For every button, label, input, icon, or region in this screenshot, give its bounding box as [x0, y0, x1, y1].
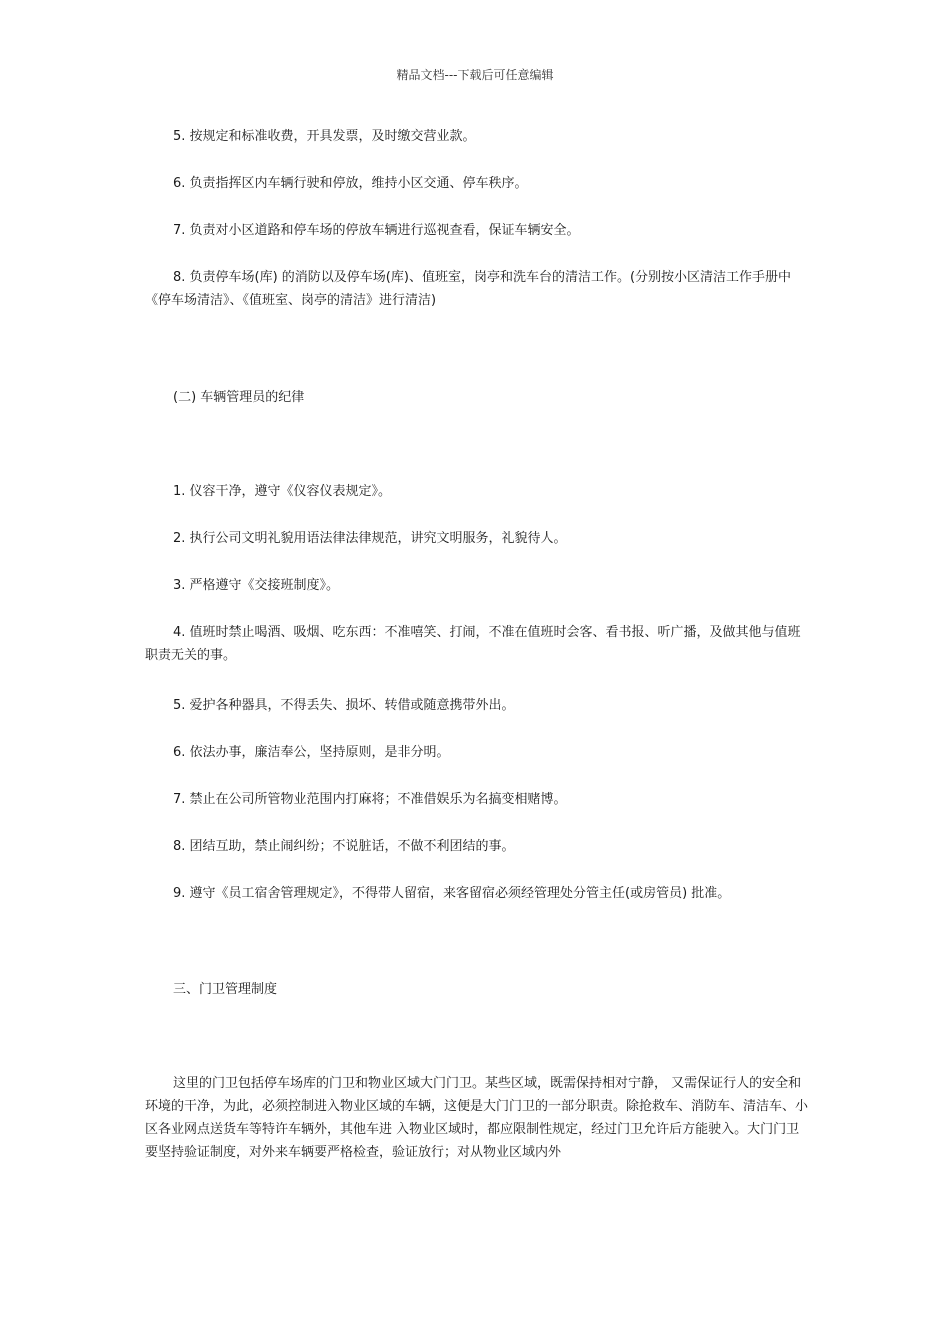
section-3-heading: 三、门卫管理制度: [173, 982, 278, 997]
page-header: 精品文档---下载后可任意编辑: [396, 68, 554, 82]
discipline-item-6: 6. 依法办事，廉洁奉公，坚持原则，是非分明。: [173, 745, 450, 760]
duty-item-8: 8. 负责停车场(库) 的消防以及停车场(库)、值班室，岗亭和洗车台的清洁工作。(分别按小区清洁工作手册中《停车场清洁》、《值班室、岗亭的清洁》进行清洁): [145, 270, 792, 308]
discipline-item-8: 8. 团结互助，禁止闹纠纷；不说脏话，不做不利团结的事。: [173, 839, 515, 854]
section-3-body: 这里的门卫包括停车场库的门卫和物业区域大门门卫。某些区域，既需保持相对宁静， 又需保证行人的安全和环境的干净，为此，必须控制进入物业区域的车辆，这便是大门门卫的一部分职责。除抢救车、消防车、清洁车、小区各业网点送货车等特许车辆外，其他车进 入物业区域时，都应限制性规定，经过门卫允许后方能驶入。大门门卫要坚持验证制度，对外来车辆要严格检查，验证放行；对从物业区域内外: [145, 1076, 809, 1160]
discipline-heading: (二) 车辆管理员的纪律: [173, 390, 305, 405]
duty-item-6: 6. 负责指挥区内车辆行驶和停放，维持小区交通、停车秩序。: [173, 176, 528, 191]
discipline-item-1: 1. 仪容干净，遵守《仪容仪表规定》。: [173, 484, 392, 499]
discipline-item-4: 4. 值班时禁止喝酒、吸烟、吃东西：不准嘻笑、打闹，不准在值班时会客、看书报、听广播，及做其他与值班职责无关的事。: [145, 625, 801, 663]
discipline-item-2: 2. 执行公司文明礼貌用语法律法律规范，讲究文明服务，礼貌待人。: [173, 531, 567, 546]
discipline-item-5: 5. 爱护各种器具，不得丢失、损坏、转借或随意携带外出。: [173, 698, 515, 713]
duty-item-7: 7. 负责对小区道路和停车场的停放车辆进行巡视查看，保证车辆安全。: [173, 223, 580, 238]
discipline-item-9: 9. 遵守《员工宿舍管理规定》，不得带人留宿，来客留宿必须经管理处分管主任(或房管员) 批准。: [173, 886, 731, 901]
discipline-item-7: 7. 禁止在公司所管物业范围内打麻将；不准借娱乐为名搞变相赌博。: [173, 792, 567, 807]
duty-item-5: 5. 按规定和标准收费，开具发票，及时缴交营业款。: [173, 129, 476, 144]
discipline-item-3: 3. 严格遵守《交接班制度》。: [173, 578, 340, 593]
